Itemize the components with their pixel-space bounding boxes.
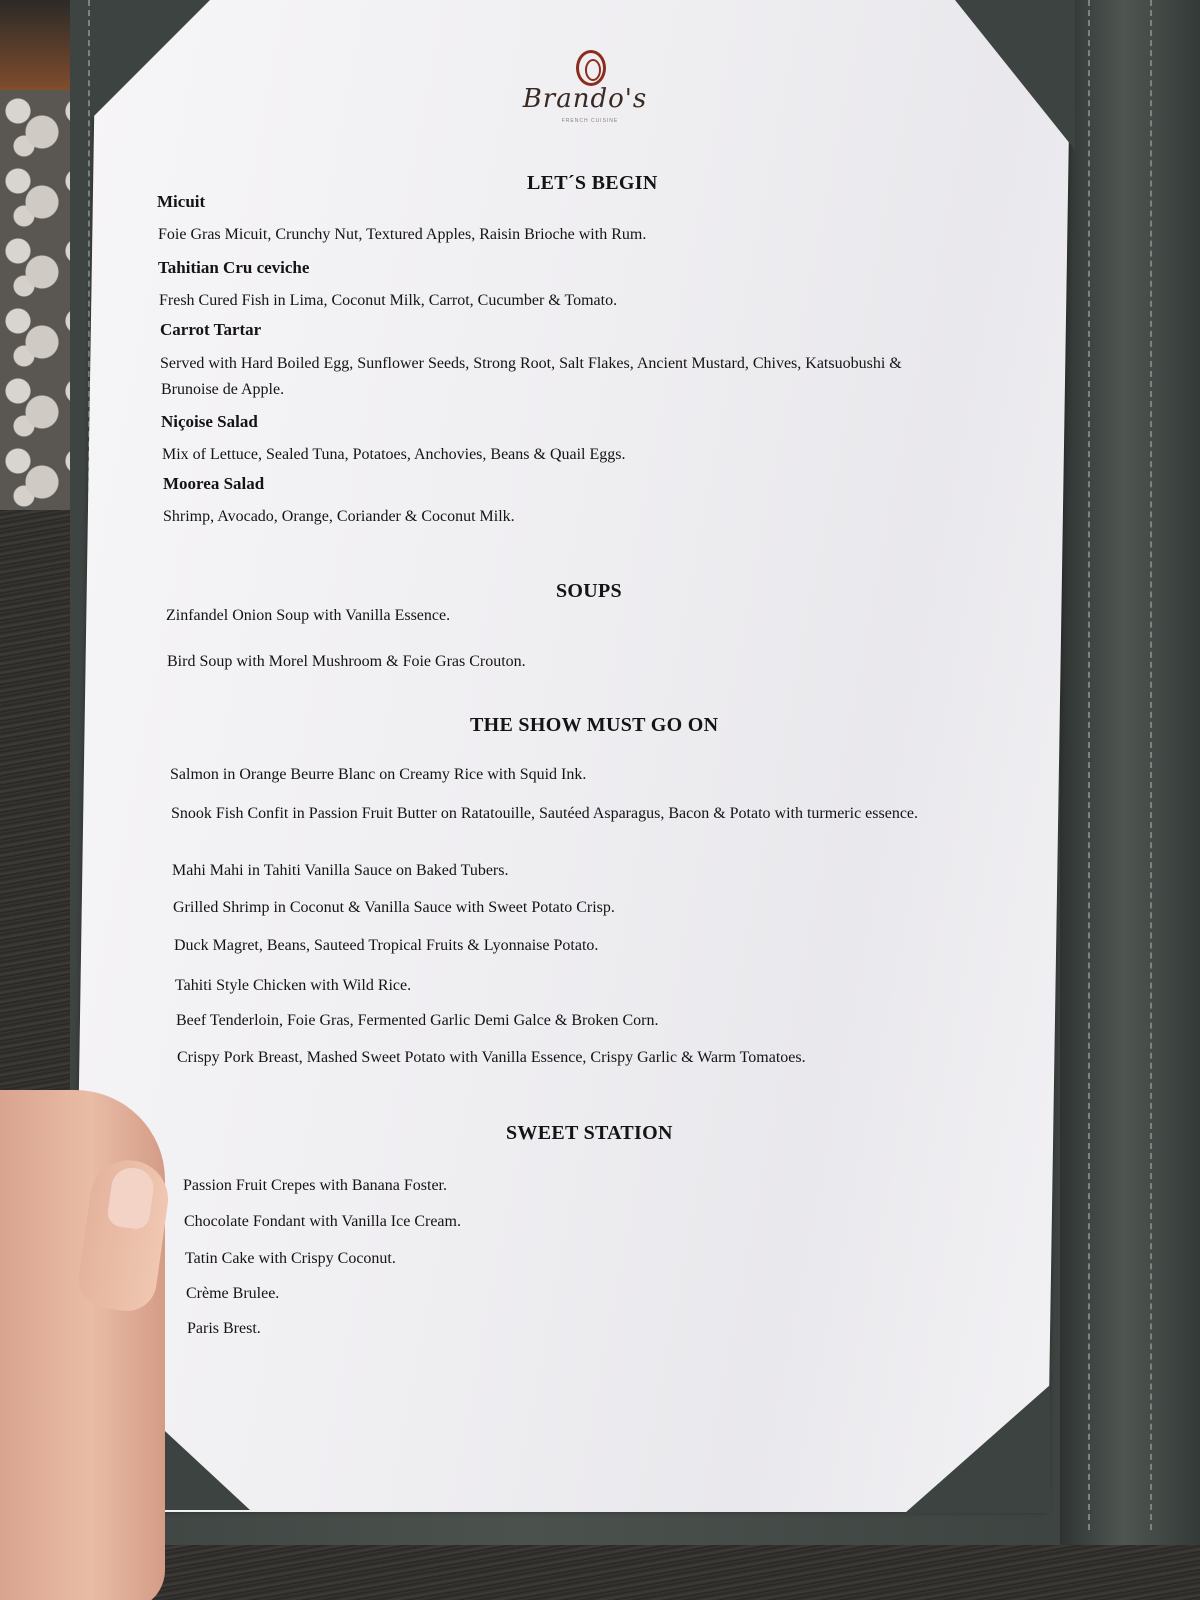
dish-description: Brunoise de Apple. bbox=[161, 381, 285, 398]
menu-item: Beef Tenderloin, Foie Gras, Fermented Garlic Demi Galce & Broken Corn. bbox=[176, 1012, 659, 1029]
folder-spine bbox=[1060, 0, 1200, 1545]
dish-name: Moorea Salad bbox=[163, 474, 265, 493]
dish-description: Mix of Lettuce, Sealed Tuna, Potatoes, Anchovies, Beans & Quail Eggs. bbox=[162, 446, 626, 463]
menu-item: Tatin Cake with Crispy Coconut. bbox=[185, 1250, 396, 1267]
section-title-soups: SOUPS bbox=[556, 580, 622, 602]
dish-description: Foie Gras Micuit, Crunchy Nut, Textured Apples, Raisin Brioche with Rum. bbox=[158, 226, 647, 243]
menu-item: Duck Magret, Beans, Sauteed Tropical Fruits & Lyonnaise Potato. bbox=[174, 937, 599, 954]
logo-wordmark: Brando's bbox=[522, 84, 648, 114]
menu-item: Snook Fish Confit in Passion Fruit Butter on Ratatouille, Sautéed Asparagus, Bacon & Potato with turmeric essence. bbox=[171, 805, 919, 822]
menu-item: Zinfandel Onion Soup with Vanilla Essence. bbox=[166, 607, 451, 624]
menu-item: Crispy Pork Breast, Mashed Sweet Potato with Vanilla Essence, Crispy Garlic & Warm Tomatoes. bbox=[177, 1049, 806, 1066]
menu-item: Passion Fruit Crepes with Banana Foster. bbox=[183, 1177, 447, 1194]
menu-item: Paris Brest. bbox=[187, 1320, 261, 1337]
section-title-sweet: SWEET STATION bbox=[506, 1122, 673, 1144]
corner-holder bbox=[905, 1385, 1050, 1513]
dish-name: Tahitian Cru ceviche bbox=[158, 258, 310, 277]
corner-holder bbox=[90, 0, 210, 120]
menu-item: Grilled Shrimp in Coconut & Vanilla Sauce with Sweet Potato Crisp. bbox=[173, 899, 615, 916]
dish-name: Niçoise Salad bbox=[161, 412, 258, 431]
dish-name: Micuit bbox=[157, 192, 206, 211]
menu-item: Mahi Mahi in Tahiti Vanilla Sauce on Baked Tubers. bbox=[172, 862, 509, 879]
menu-item: Chocolate Fondant with Vanilla Ice Cream. bbox=[184, 1213, 461, 1230]
logo-mark-icon bbox=[576, 50, 606, 86]
folder-stitching bbox=[1088, 0, 1090, 1530]
menu-item: Bird Soup with Morel Mushroom & Foie Gras Crouton. bbox=[167, 653, 526, 670]
menu-item: Crème Brulee. bbox=[186, 1285, 280, 1302]
dish-description: Shrimp, Avocado, Orange, Coriander & Coconut Milk. bbox=[163, 508, 515, 525]
dish-description: Fresh Cured Fish in Lima, Coconut Milk, Carrot, Cucumber & Tomato. bbox=[159, 292, 618, 309]
corner-holder bbox=[955, 0, 1075, 150]
menu-item: Salmon in Orange Beurre Blanc on Creamy Rice with Squid Ink. bbox=[170, 766, 587, 783]
menu-item: Tahiti Style Chicken with Wild Rice. bbox=[175, 977, 412, 994]
dish-description: Served with Hard Boiled Egg, Sunflower Seeds, Strong Root, Salt Flakes, Ancient Mustard, Chives, Katsuobushi & bbox=[160, 355, 902, 372]
logo-subtitle: FRENCH CUISINE bbox=[561, 118, 619, 124]
folder-stitching bbox=[1150, 0, 1152, 1530]
section-title-begin: LET´S BEGIN bbox=[527, 172, 658, 194]
brand-logo bbox=[520, 48, 650, 124]
dish-name: Carrot Tartar bbox=[160, 320, 262, 339]
section-title-show: THE SHOW MUST GO ON bbox=[470, 714, 719, 736]
